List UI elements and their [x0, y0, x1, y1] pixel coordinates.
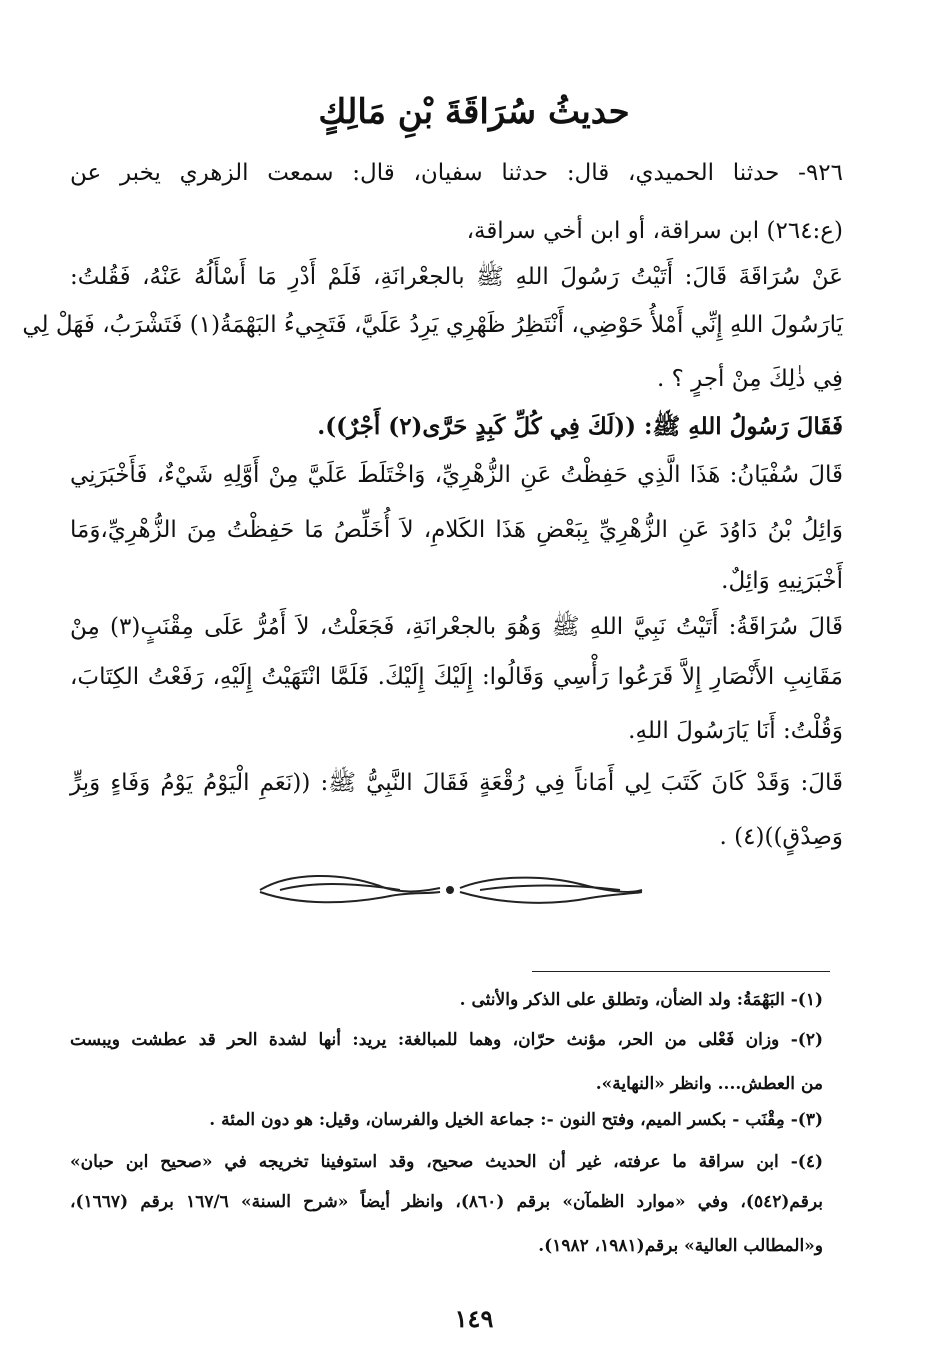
footnote-line: (٢)- وزان فَعْلى من الحر، مؤنث حرّان، وهما للمبالغة: يريد: أنها لشدة الحر قد عطشت ويبست — [70, 1030, 823, 1050]
footnote-divider — [532, 971, 830, 972]
text-line: قَالَ سُرَاقَةُ: أَتَيْتُ نَبِيَّ اللهِ ﷺ وَهُوَ بالجعْرانَةِ، فَجَعَلْتُ، لاَ أَمُرُّ عَلَى مِقْنَبٍ(٣) مِنْ — [70, 614, 843, 640]
footnote-line: (٤)- ابن سراقة ما عرفته، غير أن الحديث صحيح، وقد استوفينا تخريجه في «صحيح ابن حبان» — [70, 1152, 823, 1172]
footnote-line: (١)- البَهْمَةُ: ولد الضأن، وتطلق على الذكر والأنثى . — [459, 990, 823, 1010]
page-title: حديثُ سُرَاقَةَ بْنِ مَالِكٍ — [318, 92, 630, 132]
footnote-line: (٣)- مِقْنَب - بكسر الميم، وفتح النون -: جماعة الخيل والفرسان، وقيل: هو دون المئة . — [209, 1110, 823, 1130]
text-line: وَقُلْتُ: أَنَا يَارَسُولَ اللهِ. — [628, 718, 843, 744]
footnote-line: من العطش.... وانظر «النهاية». — [595, 1074, 823, 1094]
text-line: قَالَ: وَقَدْ كَانَ كَتَبَ لِي أَمَاناً فِي رُقْعَةٍ فَقَالَ النَّبِيُّ ﷺ: ((نَعَمِ الْيَوْمُ يَوْمُ وَفَاءٍ وَبِرٍّ — [70, 770, 843, 796]
footnote-line: و«المطالب العالية» برقم(١٩٨١، ١٩٨٢). — [538, 1236, 823, 1256]
text-line: فَقَالَ رَسُولُ اللهِ ﷺ: ((لَكَ فِي كُلِّ كَبِدٍ حَرَّى(٢) أَجْرٌ)). — [317, 413, 843, 440]
page-number: ١٤٩ — [454, 1304, 494, 1333]
text-line: (ع:٢٦٤) ابن سراقة، أو ابن أخي سراقة، — [466, 218, 843, 244]
text-line: وَصِدْقٍ))(٤) . — [719, 824, 843, 850]
text-line: يَارَسُولَ اللهِ إِنِّي أَمْلأُ حَوْضِي، أَنْتَظِرُ ظَهْرِي يَرِدُ عَلَيَّ، فَتَجِيءُ البَهْمَةُ(١) فَتَشْرَبُ، فَهَلْ لِي — [22, 312, 843, 338]
text-line: قَالَ سُفْيَانُ: هَذَا الَّذِي حَفِظْتُ عَنِ الزُّهْرِيِّ، وَاخْتَلَطَ عَلَيَّ مِنْ أَوَّلِهِ شَيْءٌ، فَأَخْبَرَنِي — [70, 462, 843, 488]
text-line: مَقَانِبِ الأَنْصَارِ إِلاَّ قَرَعُوا رَأْسِي وَقَالُوا: إِلَيْكَ إِلَيْكَ. فَلَمَّا انْتَهَيْتُ إِلَيْهِ، رَفَعْتُ الكِتَابَ، — [70, 664, 843, 690]
text-line: فِي ذٰلِكَ مِنْ أجرٍ ؟ . — [657, 366, 843, 392]
text-line: وَائِلُ بْنُ دَاوُدَ عَنِ الزُّهْرِيِّ بِبَعْضِ هَذَا الكَلامِ، لاَ أُخَلِّصُ مَا حَفِظْتُ مِنَ الزُّهْرِيِّ،وَمَا — [70, 517, 843, 543]
footnote-line: برقم(٥٤٢)، وفي «موارد الظمآن» برقم (٨٦٠)، وانظر أيضاً «شرح السنة» ١٦٧/٦ برقم (١٦٦٧)، — [70, 1192, 823, 1212]
text-line: عَنْ سُرَاقَةَ قَالَ: أَتَيْتُ رَسُولَ اللهِ ﷺ بالجعْرانَةِ، فَلَمْ أَدْرِ مَا أَسْأَلُهُ عَنْهُ، فَقُلتُ: — [70, 264, 843, 290]
text-line: أَخْبَرَنِيهِ وَائِلٌ. — [721, 568, 843, 594]
text-line: ٩٢٦- حدثنا الحميدي، قال: حدثنا سفيان، قال: سمعت الزهري يخبر عن — [70, 160, 843, 186]
ornament-divider-icon — [250, 868, 650, 912]
